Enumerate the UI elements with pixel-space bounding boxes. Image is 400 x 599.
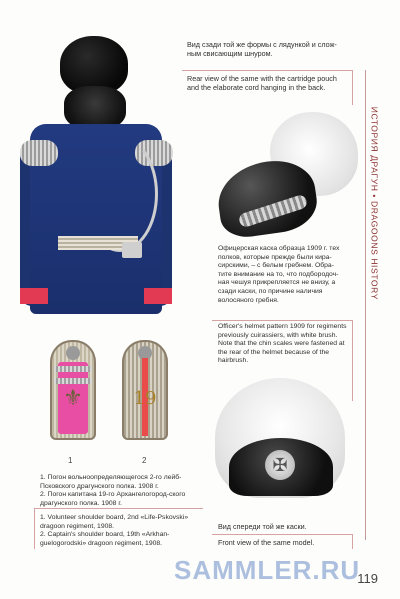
caption-rear-ru: Вид сзади той же формы с лядункой и слож-ным свисающим шнуром.	[187, 40, 337, 58]
braid-line	[54, 378, 92, 384]
right-cuff	[144, 288, 172, 304]
board-label-1: 1	[68, 456, 73, 465]
braid-line	[54, 366, 92, 372]
aiguillette-cord	[82, 136, 158, 252]
cartridge-pouch	[122, 242, 142, 258]
left-cuff	[20, 288, 48, 304]
regiment-number: 19	[133, 388, 157, 409]
caption-helmet1909-en: Officer's helmet pattern 1909 for regiments previously cuirassiers, with white brush. Note that the chin scales were fastened at the rear of the helmet because of the hairbrush.	[218, 323, 347, 365]
helmet-rear-photo	[200, 112, 360, 242]
caption-helmet1909-ru: Офицерская каска образца 1909 г. тех полков, которые прежде были кира-сирскими, – с белым гребнем. Обра-тите внимание на то, что подбородоч-ная чешуя прикрепляется не внизу, а сзади каски, по причине наличия волосяного гребня.	[218, 245, 340, 304]
shoulder-boards	[50, 340, 180, 450]
page-number: 119	[357, 571, 378, 586]
caption-rear-en: Rear view of the same with the cartridge pouch and the elaborate cord hanging in the back.	[187, 74, 337, 92]
left-epaulette	[20, 140, 58, 166]
double-headed-eagle-icon: ✠	[265, 450, 295, 480]
board-button	[66, 346, 80, 360]
caption-front-ru: Вид спереди той же каски.	[218, 522, 307, 531]
helmet-front-photo	[215, 378, 345, 508]
caption-front-en: Front view of the same model.	[218, 538, 315, 547]
caption-boards-en: 1. Volunteer shoulder board, 2nd «Life-Pskovski» dragoon regiment, 1908. 2. Captain's shoulder board, 19th «Arkhan-guelogorodski» dragoon regiment, 1908.	[40, 514, 189, 547]
caption-boards-ru: 1. Погон вольноопределяющегося 2-го лейб-Псковского драгунского полка. 1908 г. 2. Погон капитана 19-го Архангелогород-ского драгунского полка. 1908 г.	[40, 474, 186, 507]
imperial-monogram: ⚜	[63, 386, 83, 411]
side-header: ИСТОРИЯ ДРАГУН • DRAGOONS HISTORY	[369, 106, 379, 300]
shoulder-board-1	[50, 340, 96, 440]
site-watermark: SAMMLER.RU	[174, 555, 361, 585]
board-label-2: 2	[142, 456, 147, 465]
shoulder-board-2	[122, 340, 168, 440]
uniform-photo	[20, 36, 175, 311]
